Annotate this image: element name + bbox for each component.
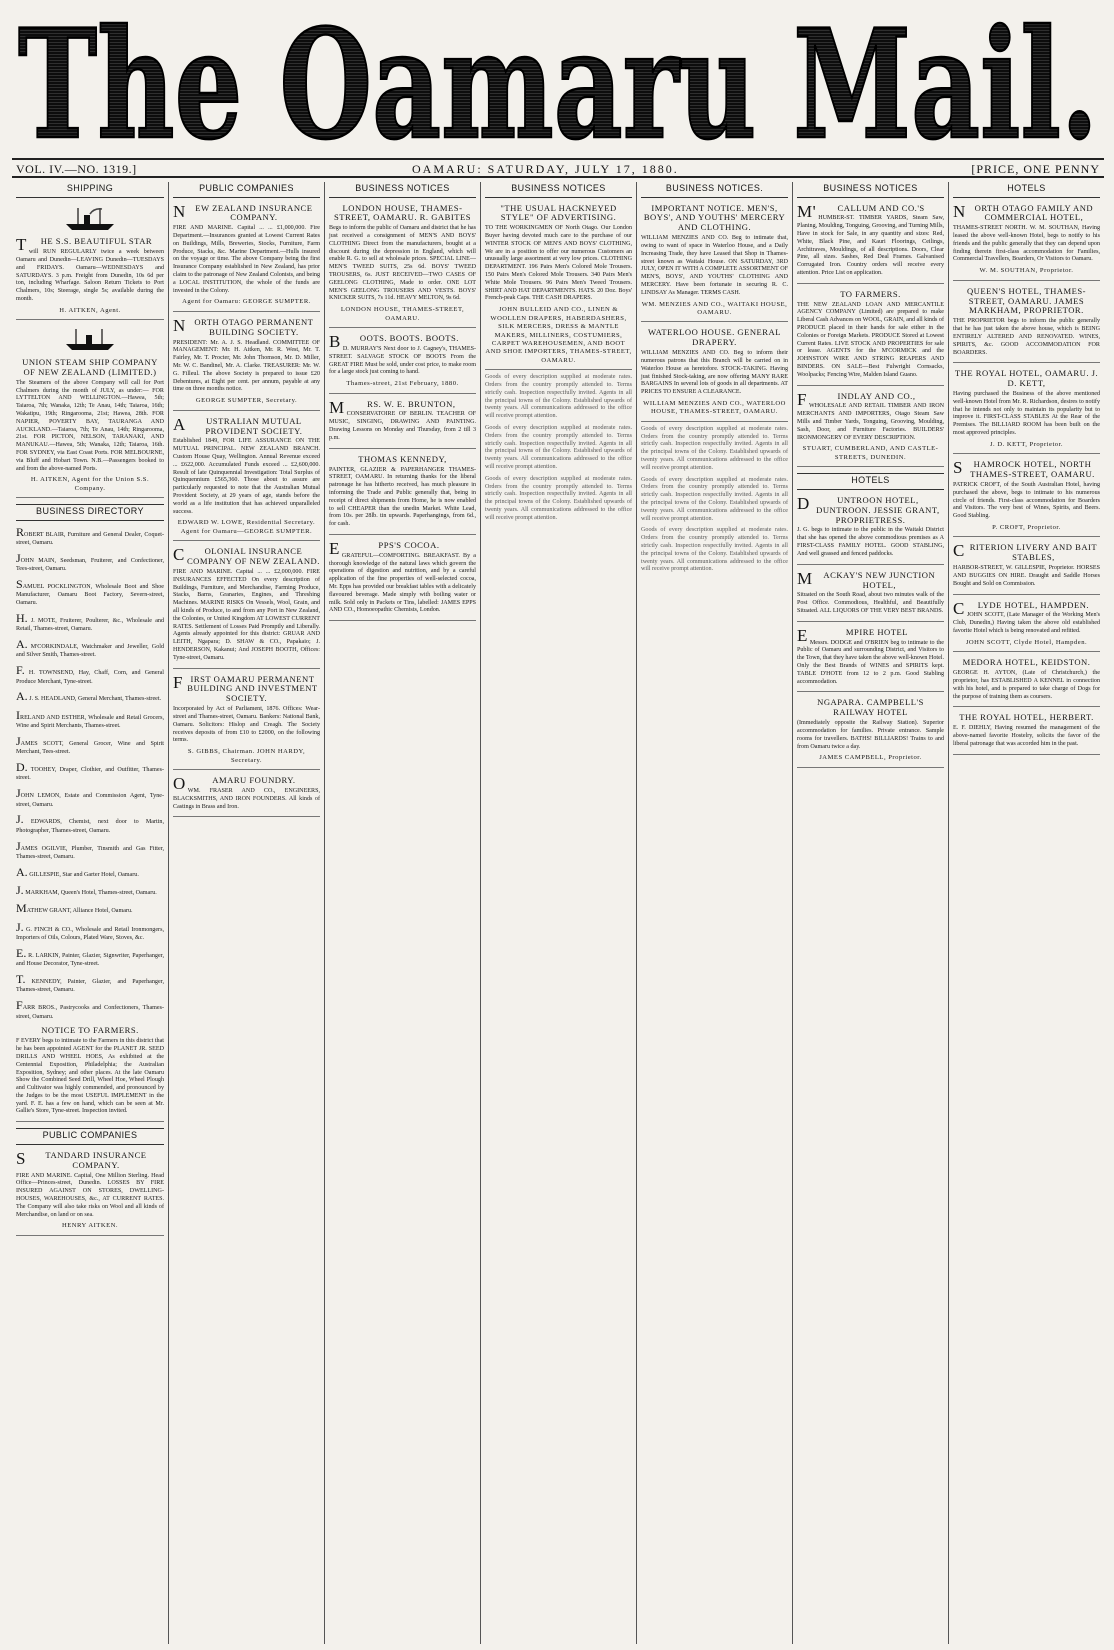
- section-header-shipping: SHIPPING: [16, 182, 164, 198]
- ad-london-house-gabites: [329, 202, 476, 329]
- ad-title: THE ROYAL HOTEL, HERBERT.: [959, 712, 1094, 723]
- directory-entry: J. MARKHAM, Queen's Hotel, Thames-street, Oamaru.: [16, 883, 157, 898]
- section-header-business-notices: BUSINESS NOTICES: [797, 182, 944, 198]
- column-filler: Goods of every description supplied at moderate rates. Orders from the country promptly attended to. Terms strictly cash. Inspection respectfully invited. Agents in all the principal towns of the Colony. Established upwards of twenty years. All communications addressed to the office will receive prompt attention. Goods of every description supplied at moderate rates. Orders from the country promptly attended to. Terms strictly cash. Inspection respectfully invited. Agents in all the principal towns of the Colony. Established upwards of twenty years. All communications addressed to the office will receive prompt attention. Goods of every description supplied at moderate rates. Orders from the country promptly attended to. Terms strictly cash. Inspection respectfully invited. Agents in all the principal towns of the Colony. Established upwards of twenty years. All communications addressed to the office will receive prompt attention.: [485, 374, 632, 521]
- ad-title: EMPIRE HOTEL: [797, 625, 908, 645]
- ad-title: COLONIAL INSURANCE COMPANY OF NEW ZEALAND.: [173, 545, 320, 567]
- ad-amp-society: [173, 415, 320, 542]
- directory-entry: T. KENNEDY, Painter, Glazier, and Paperhanger, Thames-street, Oamaru.: [16, 972, 164, 994]
- ad-body: FIRE AND MARINE. Capital ... ... £2,000,000. FIRE INSURANCES EFFECTED On every description of Buildings, Furniture, and Merchandise, Farming Produce, Stacks, Barns, Granaries, Engines, and Threshing Machines. MARINE RISKS On Vessels, Wool, Grain, and all kinds of Produce, to and from any Port in New Zealand, the Colonies, or United Kingdom AT LOWEST CURRENT RATES. Settlement of Losses Paid Promptly and Liberally. Agents already appointed for this district: GRUAR AND LEITH, Ngapara; D. SHAW & CO., Papakaio; J. HENDERSON, Kakanui; And JOSEPH BOOTH, Offices: Tyne-street, Oamaru.: [173, 568, 320, 661]
- ad-clyde-hotel: [953, 599, 1100, 653]
- ad-signature: WM. MENZIES AND CO., WAITAKI HOUSE, OAMARU.: [641, 300, 788, 316]
- directory-entry: IRELAND AND ESTHER, Wholesale and Retail Grocers, Wine and Spirit Merchants, Thames-street.: [16, 707, 164, 730]
- ad-colonial-insurance: [173, 545, 320, 668]
- ad-body: FIRE AND MARINE. Capital, One Million Sterling. Head Office—Princes-street, Dunedin. LOSSES BY FIRE INSURED AGAINST ON STORES, DWELLING-HOUSES, WAREHOUSES, &c., AT CURRENT RATES. The Company will also take risks on Wool and all kinds of Merchandise, on land or on sea.: [16, 1172, 164, 1218]
- ad-body: PRESIDENT: Mr. A. J. S. Headland. COMMITTEE OF MANAGEMENT: Mr. H. Aitken, Mr. R. West, Mr. T. Fairley, Mr. T. Procter, Mr. John Thomson, Mr. D. Miller, Mr. W. C. Bandinel, Mr. A. Clarke. TREASURER: Mr. W. G. Filleul. The above Society is prepared to issue £20 Debentures, at Eight per cent. per annum, payable at any time on three months notice.: [173, 339, 320, 393]
- ad-body: J. G. begs to intimate to the public in the Waitaki District that she has opened the above commodious premises as A FIRST-CLASS FAMILY HOTEL. GOOD STABLING, And well grassed and fenced paddocks.: [797, 527, 944, 557]
- ad-title: CLYDE HOTEL, HAMPDEN.: [953, 598, 1090, 618]
- ad-body: CONSERVATOIRE OF BERLIN. TEACHER OF MUSIC, SINGING, DRAWING AND PAINTING. Drawing Lessons on Monday and Thursday, from 2 till 3 p.m.: [329, 411, 476, 441]
- columns: [12, 182, 1104, 1644]
- ad-royal-hotel: [953, 367, 1100, 454]
- ad-signature: W. M. SOUTHAN, Proprietor.: [979, 267, 1074, 275]
- section-header-business-notices: BUSINESS NOTICES: [329, 182, 476, 198]
- ad-empire-hotel: [797, 626, 944, 693]
- ad-signature: H. AITKEN, Agent.: [59, 306, 121, 314]
- ad-royal-hotel-herbert: [953, 711, 1100, 754]
- directory-entry: J. EDWARDS, Chemist, next door to Martin, Photographer, Thames-street, Oamaru.: [16, 812, 164, 834]
- ad-title: LONDON HOUSE, THAMES-STREET, OAMARU. R. GABITES: [334, 202, 471, 223]
- directory-entry: A. M'CORKINDALE, Watchmaker and Jeweller, Gold and Silver Smith, Thames-street.: [16, 637, 164, 659]
- ad-title: MACKAY'S NEW JUNCTION HOTEL,: [797, 568, 936, 590]
- column-1: [12, 182, 168, 1644]
- ad-north-otago-building-society: [173, 316, 320, 411]
- ad-campbell-railway-hotel: [797, 696, 944, 767]
- directory-entry: SAMUEL POCKLINGTON, Wholesale Boot and Shoe Manufacturer, Oamaru Boot Factory, Severn-street, Oamaru.: [16, 577, 164, 607]
- directory-entry: JOHN LEMON, Estate and Commission Agent, Tyne-street, Oamaru.: [16, 786, 164, 808]
- directory-entry: J. G. FINCH & CO., Wholesale and Retail Ironmongers, Importers of Oils, Colours, Plated Ware, Stoves, &c.: [16, 919, 164, 942]
- ad-signature: P. CROFT, Proprietor.: [992, 524, 1061, 531]
- ad-body: GRATEFUL—COMFORTING. BREAKFAST. By a thorough knowledge of the natural laws which govern the operations of digestion and nutrition, and by a careful application of the fine properties of well-selected cocoa, Mr. Epps has provided our breakfast tables with a delicately flavoured beverage. Made simply with boiling water or milk. Sold only in Packets or Tins, labelled: JAMES EPPS AND CO., Homoeopathic Chemists, London.: [329, 552, 476, 614]
- ad-title: NORTH OTAGO FAMILY AND COMMERCIAL HOTEL,: [953, 201, 1094, 223]
- ad-nz-loan-mercantile: [797, 288, 944, 386]
- ad-title: NOTICE TO FARMERS.: [41, 1025, 139, 1036]
- ad-body: HUMBER-ST. TIMBER YARDS, Steam Saw, Planing, Moulding, Tonguing, Grooving, and Turning Mills, Have in stock for Sale, in any quantity and sizes: Red, White, Black Pine, and Kauri Floorings, Ceilings, Architraves, Mouldings, of all descriptions. Doors, Clear Pine, all sizes. Sashes, Red Deal Frames. Galvanised Corrugated Iron. Country orders will receive every attention. Price List on application.: [797, 215, 944, 276]
- volume-number: VOL. IV.—NO. 1319.]: [16, 162, 137, 176]
- ad-signature: WILLIAM MENZIES AND CO., WATERLOO HOUSE, THAMES-STREET, OAMARU.: [643, 399, 786, 416]
- ad-body: E. F. DIEHLY, Having resumed the management of the above-named favorite Hostelry, solicits the favor of the liberal patronage that was accorded him in the past.: [953, 725, 1100, 747]
- ad-title: THE S.S. BEAUTIFUL STAR: [16, 235, 153, 255]
- ad-title: NORTH OTAGO PERMANENT BUILDING SOCIETY.: [173, 315, 314, 337]
- ad-title: STANDARD INSURANCE COMPANY.: [16, 1148, 147, 1170]
- ad-title: MRS. W. E. BRUNTON,: [329, 397, 456, 417]
- ad-signature: JOHN SCOTT, Clyde Hotel, Hampden.: [965, 638, 1088, 646]
- directory-entry: A. J. S. HEADLAND, General Merchant, Thames-street.: [16, 689, 162, 704]
- ad-signature: JAMES CAMPBELL, Proprietor.: [819, 754, 922, 762]
- section-header-business-notices: BUSINESS NOTICES: [485, 182, 632, 198]
- section-header-business-notices: BUSINESS NOTICES.: [641, 182, 788, 198]
- ad-title: NEW ZEALAND INSURANCE COMPANY.: [173, 201, 313, 223]
- ad-body: FIRE AND MARINE. Capital ... ... £1,000,000. Fire Department.—Insurances granted at Lowest Current Rates on Buildings, Mills, Breweries, Stocks, Furniture, Farm Produce, Stacks, &c. Marine Department.—Hulls insured on the voyage or time. The above Company being the first Insurance Company established in New Zealand, has prior claim to the patronage of New Zealand Colonists, and being a LOCAL INSTITUTION, the whole of the funds are invested in the Colony.: [173, 225, 320, 294]
- ad-brunton-music: [329, 398, 476, 449]
- ad-title: IMPORTANT NOTICE. MEN'S, BOYS', AND YOUTHS' MERCERY AND CLOTHING.: [643, 202, 786, 233]
- ad-signature: Agent for Oamaru: GEORGE SUMPTER.: [182, 298, 311, 306]
- ad-body: TO THE WORKINGMEN OF North Otago. Our London Buyer having devoted much care to the purchase of our WINTER STOCK OF MEN'S AND BOYS' CLOTHING, We are in a position to offer our numerous Customers an unusually large assortment at very low prices. CLOTHING DEPARTMENT. 196 Pairs Men's Colored Mole Trousers. 150 Pairs Men's Colored Mole Trousers. 340 Pairs Men's White Mole Trousers. 96 Pairs Men's Tweed Trousers. SHIRT AND HAT DEPARTMENTS. HATS. 20 Doz. Boys' French-peak Caps. THE CASH DRAPERS.: [485, 225, 632, 302]
- ad-title: FIRST OAMARU PERMANENT BUILDING AND INVESTMENT SOCIETY.: [173, 672, 318, 704]
- ad-first-oamaru-building-society: [173, 673, 320, 770]
- ad-body: WM. FRASER AND CO., ENGINEERS, BLACKSMITHS, AND IRON FOUNDERS. All kinds of Castings in Brass and Iron.: [173, 787, 320, 810]
- ad-title: EPPS'S COCOA.: [329, 538, 440, 558]
- section-header-business-directory: BUSINESS DIRECTORY: [16, 504, 164, 521]
- steamship-icon: [16, 328, 164, 356]
- ad-body: Having purchased the Business of the above mentioned well-known Hotel from Mr. R. Richardson, desires to notify that he intends not only to maintain its popularity but to improve it. FIRST-CLASS STABLES At the Rear of the Premises. The BILLIARD ROOM has been built on the most approved principles.: [953, 391, 1100, 437]
- directory-entry: D. TOOHEY, Draper, Clothier, and Outfitter, Thames-street.: [16, 760, 164, 782]
- ad-title: THOMAS KENNEDY,: [358, 453, 447, 464]
- directory-entry: H. J. MOTE, Fruiterer, Poulterer, &c., Wholesale and Retail, Thames-street, Oamaru.: [16, 610, 164, 633]
- ad-duntroon-hotel: [797, 494, 944, 565]
- ad-body: F EVERY begs to intimate to the Farmers in this district that he has been appointed AGENT for the PLANET JR. SEED DRILLS AND WHEEL HOES, As exhibited at the Centennial Exposition, Philadelphia; the Australian Exposition, Sydney; and other places. At the late Oamaru Show the Combined Seed Drill, Wheel Hoe, Wheel Plough and Cultivator was highly commended, and pronounced by the Judges to be the most USEFUL IMPLEMENT in the yard. F. E. has a few on hand, which can be seen at Mr. Gallie's Store, Tyne-street. Inspection invited.: [16, 1038, 164, 1115]
- ad-body: THE PROPRIETOR begs to inform the public generally that he has just taken the above house, which is BEING ENTIRELY ALTERED AND RENOVATED. WINES, SPIRITS, &c. GOOD ACCOMMODATION FOR BOARDERS.: [953, 318, 1100, 356]
- directory-entry: F. H. TOWNSEND, Hay, Chaff, Corn, and General Produce Merchant, Tyne-street.: [16, 663, 164, 685]
- ad-signature: GEORGE SUMPTER, Secretary.: [195, 397, 298, 405]
- ad-thomas-kennedy: [329, 453, 476, 535]
- ad-title: "THE USUAL HACKNEYED STYLE" OF ADVERTISING.: [500, 202, 617, 223]
- issue-date: OAMARU: SATURDAY, JULY 17, 1880.: [412, 162, 679, 176]
- directory-entry: MATHEW GRANT, Alliance Hotel, Oamaru.: [16, 901, 133, 916]
- business-directory: [16, 525, 164, 1022]
- ad-body: PATRICK CROFT, of the South Australian Hotel, having purchased the above, begs to intimate to his numerous circle of friends. First-class accommodation for Boarders and Visitors. The very best of Wines, Spirits, and Beers. Good Stabling.: [953, 482, 1100, 520]
- directory-entry: ROBERT BLAIR, Furniture and General Dealer, Coquet-street, Oamaru.: [16, 524, 164, 547]
- ad-body: Established 1849, FOR LIFE ASSURANCE ON THE MUTUAL PRINCIPAL. NEW ZEALAND BRANCH. Custom House Quay, Wellington. Annual Revenue exceed ... £622,000. Accumulated Funds exceed ... £2,600,000. Result of late Quinquennial Investigation: Total Surplus of Quinquennium £565,360. Those about to assure are particularly requested to note that the Australian Mutual Provident Society, at 29 years of age, stands before the world as a life institution that has achieved unparalleled success.: [173, 438, 320, 515]
- section-header-public-companies: PUBLIC COMPANIES: [173, 182, 320, 198]
- ad-nz-insurance: [173, 202, 320, 312]
- ad-medora-hotel: [953, 656, 1100, 707]
- ad-signature: Thames-street, 21st February, 1880.: [346, 380, 459, 388]
- ad-title: DUNTROON HOTEL, DUNTROON. JESSIE GRANT, PROPRIETRESS.: [797, 493, 940, 525]
- section-header-public-companies: PUBLIC COMPANIES: [16, 1128, 164, 1145]
- column-5: [636, 182, 792, 1644]
- directory-entry: E. R. LARKIN, Painter, Glazier, Signwriter, Paperhanger, and House Decorator, Tyne-street.: [16, 945, 164, 968]
- ad-title: BOOTS. BOOTS. BOOTS.: [329, 332, 459, 352]
- ad-title: OAMARU FOUNDRY.: [173, 774, 296, 794]
- ad-title: TO FARMERS.: [840, 288, 901, 299]
- ad-title: CRITERION LIVERY AND BAIT STABLES,: [953, 541, 1098, 563]
- ad-title: THE ROYAL HOTEL, OAMARU. J. D. KETT,: [954, 368, 1099, 389]
- masthead: [8, 5, 1108, 157]
- column-3: [324, 182, 480, 1644]
- dateline-bar: [12, 158, 1104, 178]
- ad-mackay-junction-hotel: [797, 569, 944, 622]
- ad-signature: HENRY AITKEN.: [61, 1222, 119, 1230]
- ad-body: HARBOR-STREET, W. GILLESPIE, Proprietor. HORSES AND BUGGIES ON HIRE. Draught and Saddle Horses Bought and Sold on Commission.: [953, 565, 1100, 587]
- ad-title: SHAMROCK HOTEL, NORTH THAMES-STREET, OAMARU.: [953, 458, 1095, 480]
- ad-title: M'CALLUM AND CO.'S: [797, 201, 925, 221]
- section-header-hotels: HOTELS: [797, 473, 944, 490]
- ad-body: Incorporated by Act of Parliament, 1876. Offices: Wear-street and Thames-street, Oamaru. Bankers: National Bank, Oamaru. Solicitors: Hislop and Creagh. The Society receives deposits of from £10 to £2000, on the following terms.: [173, 706, 320, 744]
- ad-union-steam-ship: [16, 324, 164, 498]
- ad-body: Begs to inform the public of Oamaru and district that he has just received a consignment of MEN'S AND BOYS' CLOTHING Direct from the manufacturers, bought at a discount during the depression in England, which will enable R. G. to sell at wholesale prices. SPECIAL LINE— MEN'S TWEED SUITS, 25s 6d. BOYS' TWEED TROUSERS, 6s. JUST RECEIVED—TWO CASES OF GEELONG CLOTHING, Made to order. ONE LOT MEN'S GEELONG TROUSERS AND VESTS. BOYS' KNICKER SUITS, 7s 11d. HEAVY MELTON, 9s 6d.: [329, 225, 476, 302]
- ad-title: NGAPARA. CAMPBELL'S RAILWAY HOTEL: [817, 697, 924, 718]
- ad-signature: S. GIBBS, Chairman. JOHN HARDY, Secretary.: [187, 748, 306, 764]
- ad-findlay-timber: [797, 390, 944, 468]
- ad-body: WHOLESALE AND RETAIL TIMBER AND IRON MERCHANTS AND IMPORTERS, Otago Steam Saw Mills and Timber Yards, Tonguing, Grooving, Moulding, Sash, Door, and Furniture Factories. BUILDERS' IRONMONGERY OF EVERY DESCRIPTION.: [797, 403, 944, 441]
- ad-body: (Immediately opposite the Railway Station). Superior accommodation for families. Private entrance. Sample rooms for travellers. BATHS! BILLIARDS! Trains to and from Oamaru twice a day.: [797, 720, 944, 750]
- ad-body: THAMES-STREET NORTH. W. M. SOUTHAN, Having leased the above well-known Hotel, begs to notify to his friends and the public generally that they can depend upon finding therein first-class accommodation for Families, Commercial Travellers, Boarders, Or Visitors to Oamaru.: [953, 225, 1100, 263]
- ad-signature: STUART, CUMBERLAND, AND CASTLE-STREETS, DUNEDIN.: [802, 445, 939, 461]
- ad-menzies-waitaki-house: [641, 202, 788, 323]
- ad-epps-cocoa: [329, 539, 476, 621]
- ad-mcallum-timber: [797, 202, 944, 284]
- ad-bulleid-clothing: [485, 202, 632, 371]
- ad-shamrock-hotel: [953, 458, 1100, 537]
- ad-oamaru-foundry: [173, 774, 320, 817]
- ad-body: D. MURRAY'S Next door to J. Cagney's, THAMES-STREET. SALVAGE STOCK OF BOOTS From the GREAT FIRE Must be sold, under cost price, to make room for a large stock just coming to hand.: [329, 345, 476, 376]
- ad-body: THE NEW ZEALAND LOAN AND MERCANTILE AGENCY COMPANY (Limited) are prepared to make Liberal Cash Advances on WOOL, GRAIN, and all kinds of PRODUCE placed in their hands for sale either in the Colonies or Foreign Markets. PRODUCE Stored at Lowest Current Rates. LIVE STOCK AND PROPERTIES for sale or lease. AGENTS for the M'CORMICK and the JOHNSTON WIRE AND STRING REAPERS AND BINDERS. ON SALE—Best Fulwright Cornsacks, Woolpacks; Fencing Wire, Malden Island Guano.: [797, 301, 944, 378]
- ad-body: The Steamers of the above Company will call for Port Chalmers during the month of JULY, as under:— FOR LYTTELTON AND WELLINGTON.—Hawea, 5th; Taiaroa, 7th; Wanaka, 12th; Te Anau, 14th; Taiaroa, 16th; Wakatipu, 19th; Ringarooma, 21st; Hawea, 28th. FOR NAPIER, POVERTY BAY, TAURANGA AND AUCKLAND.—Taiaroa, 7th; Te Anau, 14th; Ringarooma, 21st. FOR PICTON, NELSON, TARANAKI, AND MANUKAU.—Hawea, 5th; Wanaka, 12th; Taiaroa, 16th. FOR SYDNEY, via East Coast Ports. FOR MELBOURNE, via Bluff and Hobart Town. N.B.—Passengers booked to and from the above-named Ports.: [16, 379, 164, 472]
- ad-body: WILLIAM MENZIES AND CO. Beg to intimate that, owing to want of space in Waterloo House, and a Daily Increasing Trade, they have Leased that Shop in Thames-street known as Waitaki House. ON SATURDAY, 3RD JULY, OPEN IT WITH A COMPLETE ASSORTMENT OF MEN'S, BOYS', AND YOUTHS' CLOTHING AND MERCERY. Have been fortunate in securing R. C. LINDSAY As Manager. TERMS CASH.: [641, 235, 788, 296]
- ad-menzies-waterloo-house: [641, 326, 788, 421]
- ad-title: QUEEN'S HOTEL, THAMES-STREET, OAMARU. JAMES MARKHAM, PROPRIETOR.: [966, 285, 1087, 316]
- ad-title: AUSTRALIAN MUTUAL PROVIDENT SOCIETY.: [173, 414, 303, 436]
- steamship-icon: [16, 206, 164, 236]
- ad-signature: J. D. KETT, Proprietor.: [989, 440, 1064, 448]
- ad-beautiful-star: [16, 202, 164, 321]
- ad-queens-hotel: [953, 285, 1100, 364]
- issue-price: [PRICE, ONE PENNY: [971, 162, 1100, 176]
- ad-north-otago-family-hotel: [953, 202, 1100, 281]
- masthead-blackletter-title: [8, 5, 1108, 157]
- ad-title: WATERLOO HOUSE. GENERAL DRAPERY.: [648, 327, 781, 348]
- section-header-hotels: HOTELS: [953, 182, 1100, 198]
- directory-entry: A. GILLESPIE, Star and Garter Hotel, Oamaru.: [16, 864, 139, 879]
- ad-murray-boots: [329, 332, 476, 394]
- ad-signature: EDWARD W. LOWE, Residential Secretary. Agent for Oamaru—GEORGE SUMPTER.: [177, 519, 316, 535]
- ad-signature: H. AITKEN, Agent for the Union S.S. Company.: [30, 476, 150, 492]
- column-4: [480, 182, 636, 1644]
- ad-title: FINDLAY AND CO.,: [797, 389, 916, 409]
- ad-signature: JOHN BULLEID AND CO., LINEN & WOOLLEN DRAPERS, HABERDASHERS, SILK MERCERS, DRESS & MANTLE MAKERS, MILLINERS, COSTUMIERS, CARPET WAREHOUSEMEN, AND BOOT AND SHOE IMPORTERS, THAMES-STREET, OAMARU.: [485, 306, 632, 364]
- ad-title: MEDORA HOTEL, KEIDSTON.: [962, 657, 1091, 668]
- ad-body: JOHN SCOTT, (Late Manager of the Working Men's Club, Dunedin,) Having taken the above old established favorite Hotel which is being renovated and refitted.: [953, 612, 1100, 635]
- ad-body: Situated on the South Road, about two minutes walk of the Post Office. Commodious, Healthful, and Beautifully Situated. ALL LIQUORS OF THE VERY BEST BRANDS.: [797, 592, 944, 615]
- ad-signature: LONDON HOUSE, THAMES-STREET, OAMARU.: [340, 306, 465, 322]
- column-2: [168, 182, 324, 1644]
- column-filler: Goods of every description supplied at moderate rates. Orders from the country promptly attended to. Terms strictly cash. Inspection respectfully invited. Agents in all the principal towns of the Colony. Established upwards of twenty years. All communications addressed to the office will receive prompt attention. Goods of every description supplied at moderate rates. Orders from the country promptly attended to. Terms strictly cash. Inspection respectfully invited. Agents in all the principal towns of the Colony. Established upwards of twenty years. All communications addressed to the office will receive prompt attention. Goods of every description supplied at moderate rates. Orders from the country promptly attended to. Terms strictly cash. Inspection respectfully invited. Agents in all the principal towns of the Colony. Established upwards of twenty years. All communications addressed to the office will receive prompt attention.: [641, 425, 788, 573]
- directory-entry: JAMES SCOTT, General Grocer, Wine and Spirit Merchant, Tees-street.: [16, 733, 164, 756]
- ad-body: will RUN REGULARLY twice a week between Oamaru and Dunedin—LEAVING Dunedin—TUESDAYS and FRIDAYS. Oamaru—WEDNESDAYS and SATURDAYS. 3 p.m. Freight from Dunedin, 10s 6d per ton, including Wharfage. Saloon Return Tickets to Port Chalmers, 10s; Steerage, single 5s; available during the month.: [16, 249, 164, 302]
- ad-criterion-stables: [953, 541, 1100, 594]
- ad-body: WILLIAM MENZIES AND CO. Beg to inform their numerous patrons that this Branch will be carried on in Waterloo House as heretofore. STOCK-TAKING. Having just finished Stock-taking, are now offering MANY RARE BARGAINS In several lots of goods in all departments. AT PRICES TO ENSURE A CLEARANCE.: [641, 350, 788, 396]
- directory-entry: FARR BROS., Pastrycooks and Confectioners, Thames-street, Oamaru.: [16, 998, 164, 1020]
- ad-title: UNION STEAM SHIP COMPANY OF NEW ZEALAND (LIMITED.): [22, 357, 158, 377]
- masthead-title: The Oamaru Mail.: [18, 5, 1098, 157]
- ad-notice-to-farmers: [16, 1024, 164, 1122]
- directory-entry: JOHN MAIN, Seedsman, Fruiterer, and Confectioner, Tees-street, Oamaru.: [16, 550, 164, 573]
- directory-entry: JAMES OGILVIE, Plumber, Tinsmith and Gas Fitter, Thames-street, Oamaru.: [16, 838, 164, 860]
- ad-standard-insurance: [16, 1149, 164, 1236]
- ad-body: Messrs. DODGE and O'BRIEN beg to intimate to the Public of Oamaru and surrounding District, and Visitors to the Town, that they have taken the above well-known Hotel. Only the Best Brands of WINES and SPIRITS kept. TABLE D'HOTE from 12 to 2 p.m. Good Stabling accommodation.: [797, 639, 944, 685]
- column-7: [948, 182, 1104, 1644]
- ad-body: GEORGE H. AYTON, (Late of Christchurch,) the proprietor, has ESTABLISHED A KENNEL in connection with his hotel, and is prepared to take charge of Dogs for the purpose of training them as coursers.: [953, 670, 1100, 700]
- column-6: [792, 182, 948, 1644]
- ad-body: PAINTER, GLAZIER & PAPERHANGER THAMES-STREET, OAMARU. In returning thanks for the liberal patronage he has hitherto received, has much pleasure in informing the Trade and Public generally that, being in receipt of direct shipments from Home, he is now enabled to sell CHEAPER than the unedin Market. White Lead, from 10s. per 28lb. tin upwards. Paperhangings, from 6d., for cash.: [329, 466, 476, 528]
